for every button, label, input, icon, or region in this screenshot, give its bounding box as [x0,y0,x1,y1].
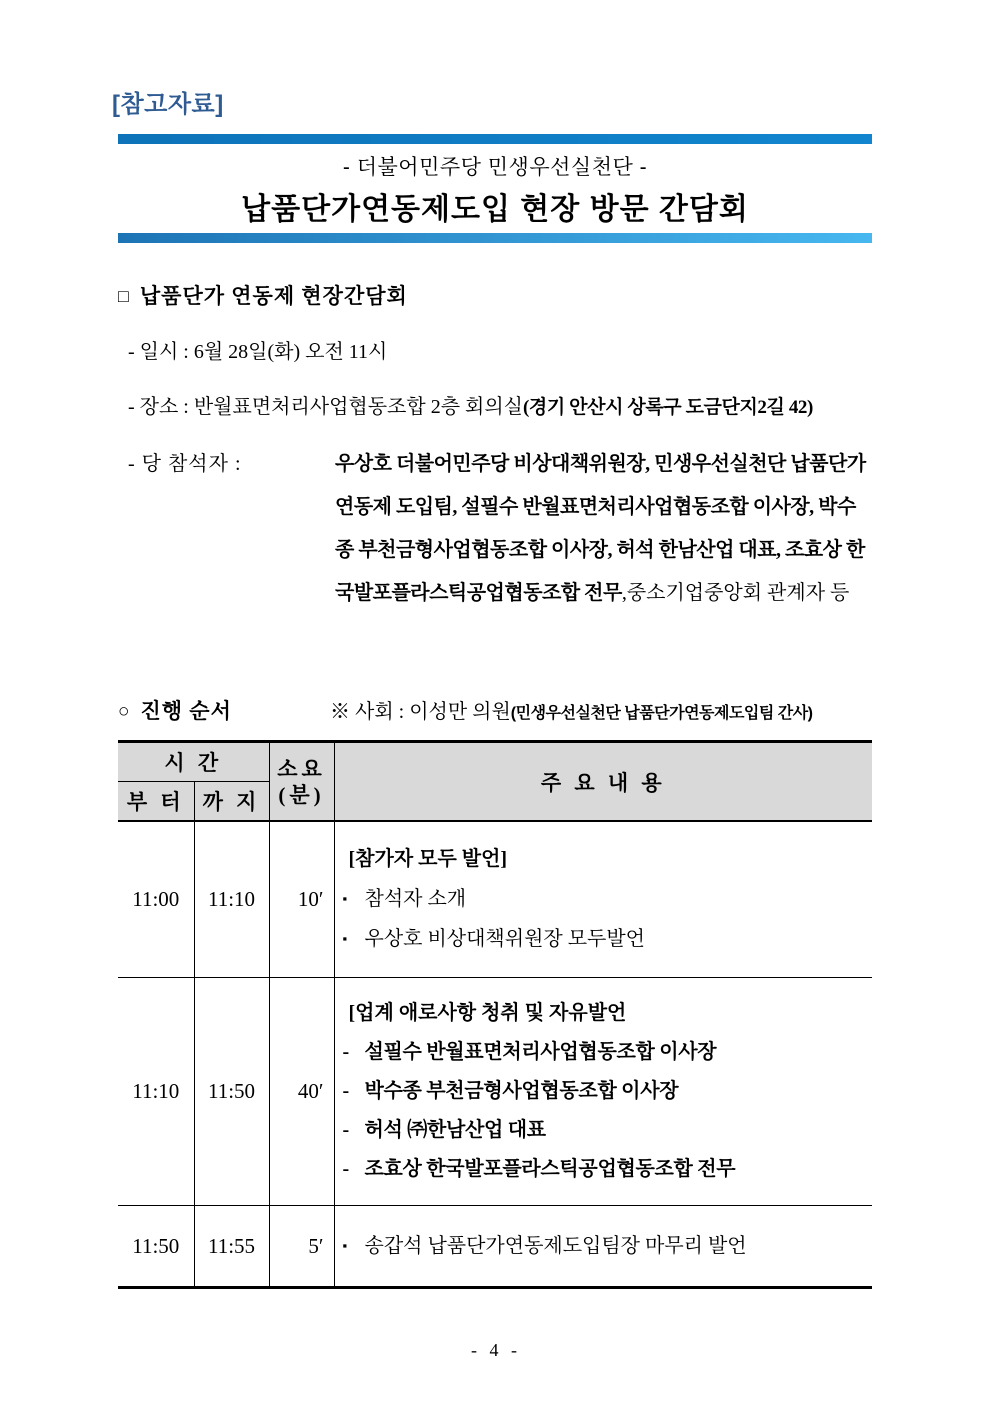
section-agenda-title: 진행 순서 [140,699,232,723]
row1-item [343,879,869,919]
participants-extra: ,중소기업중앙회 관계자 등 [621,582,850,604]
row1-item [343,919,869,959]
col-header-to: 까 지 [194,782,269,822]
col-header-duration-top: 소요 [277,756,326,781]
item-bullet-icon: ▪ [342,931,348,946]
row3-content [334,1206,872,1288]
item-bullet-icon: ▪ [342,891,348,906]
row2-item-text: 박수종 부천금형사업협동조합 이사장 [364,1080,679,1102]
agenda-table [118,740,872,1289]
meeting-location-address: (경기 안산시 상록구 도금단지2길 42) [522,397,813,418]
section-meeting-title: 납품단가 연동제 현장간담회 [139,284,408,308]
doc-title: 납품단가연동제도입 현장 방문 간담회 [241,193,749,226]
item-bullet-icon: ▪ [342,1238,348,1253]
col-header-duration [269,742,334,822]
row1-item-text: 참석자 소개 [364,888,467,910]
row1-to: 11:10 [194,821,269,978]
row1-from: 11:00 [118,821,194,978]
row3-duration: 5′ [269,1206,334,1288]
row2-duration: 40′ [269,978,334,1206]
header-bar-top [118,134,872,144]
participants-label: - 당 참석자 : [128,453,242,475]
participants-names: 우상호 더불어민주당 비상대책위원장, 민생우선실천단 납품단가연동제 도입팀, 설필수 반월표면처리사업협동조합 이사장, 박수종 부천금형사업협동조합 이사장, 허석 한남산업 대표, 조효상 한국발포플라스틱공업협동조합 전무 [335,453,866,604]
agenda-row-3 [118,1206,872,1288]
col-header-from: 부 터 [118,782,194,822]
row2-to: 11:50 [194,978,269,1206]
row2-item-text: 조효상 한국발포플라스틱공업협동조합 전무 [364,1158,736,1180]
row2-from: 11:10 [118,978,194,1206]
meeting-location-text: - 장소 : 반월표면처리사업협동조합 2층 회의실 [128,396,523,418]
col-header-duration-bottom: (분) [278,782,325,807]
col-header-time: 시 간 [118,742,269,782]
participants-list [335,443,872,615]
document-content [112,84,872,1289]
circle-bullet-icon: ○ [118,701,131,722]
row2-title: [업계 애로사항 청취 및 자유발언 [348,1002,627,1024]
row1-title: [참가자 모두 발언] [348,848,508,870]
row2-item [343,1033,869,1072]
doc-subtitle: - 더불어민주당 민생우선실천단 - [342,156,648,179]
meeting-participants [128,443,872,615]
item-bullet-icon: - [342,1119,349,1141]
agenda-heading-row [118,695,872,725]
row3-to: 11:55 [194,1206,269,1288]
header-bar-bottom [118,233,872,243]
mc-note-detail: (민생우선실천단 납품단가연동제도입팀 간사) [510,705,813,722]
row2-item-text: 허석 ㈜한남산업 대표 [364,1119,546,1141]
row3-from: 11:50 [118,1206,194,1288]
meeting-location [128,390,872,419]
row2-content [334,978,872,1206]
agenda-row-2 [118,978,872,1206]
reference-tag: [참고자료] [112,91,224,118]
row1-item-text: 우상호 비상대책위원장 모두발언 [364,928,645,950]
item-bullet-icon: - [342,1041,349,1063]
row2-item [343,1111,869,1150]
row2-item [343,1150,869,1189]
row1-duration: 10′ [269,821,334,978]
mc-note-text: ※ 사회 : 이성만 의원 [330,701,511,723]
item-bullet-icon: - [342,1080,349,1102]
agenda-row-1 [118,821,872,978]
row2-item [343,1072,869,1111]
agenda-table-header [118,742,872,822]
square-bullet-icon: □ [118,286,130,306]
page-number: - 4 - [471,1340,521,1360]
item-bullet-icon: - [342,1158,349,1180]
row3-item [343,1226,869,1266]
row1-content [334,821,872,978]
col-header-content: 주 요 내 용 [334,742,872,822]
section-meeting-heading [118,280,872,310]
row2-item-text: 설필수 반월표면처리사업협동조합 이사장 [364,1041,717,1063]
mc-note [330,695,813,724]
meeting-datetime: - 일시 : 6월 28일(화) 오전 11시 [128,341,388,363]
row3-item-text: 송갑석 납품단가연동제도입팀장 마무리 발언 [364,1235,747,1257]
section-agenda-heading [118,695,330,725]
